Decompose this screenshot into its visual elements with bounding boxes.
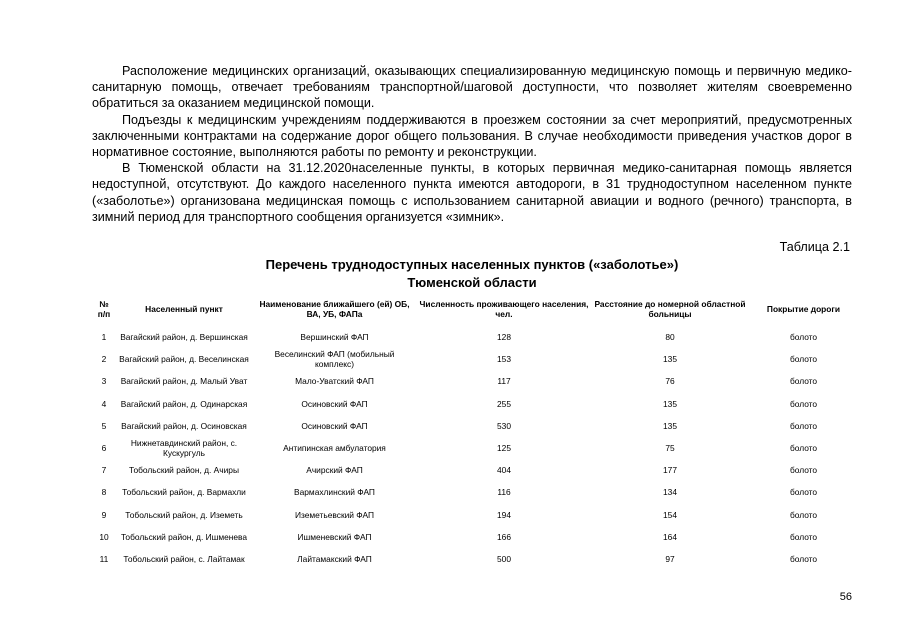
facility-cell: Веселинский ФАП (мобильный комплекс) [274,349,395,370]
row-number-cell: 2 [101,354,107,365]
paragraph-2: Подъезды к медицинским учреждениям поддерживаются в проезжем состоянии за счет мероприятий, предусмотренных заключенными контрактами на содержание дорог общего пользования. В случае необходимости приведения участков дорог в нормативное состояние, выполняются работы по ремонту и реконструкции. [92,112,852,160]
row-number-cell: 7 [101,465,107,476]
road-surface-cell: болото [789,354,818,365]
row-number-cell: 6 [101,443,107,454]
population-cell: 404 [497,465,511,476]
road-surface-cell: болото [789,509,818,520]
population-cell: 530 [497,420,511,431]
row-number-cell: 3 [101,376,107,387]
facility-cell: Вармахлинский ФАП [294,487,375,498]
distance-cell: 177 [663,465,677,476]
table-title-line-2: Тюменской области [407,275,537,290]
facility-cell: Мало-Уватский ФАП [295,376,374,387]
population-cell: 500 [497,553,511,564]
road-surface-cell: болото [789,443,818,454]
settlement-cell: Тобольский район, д. Ачиры [129,465,239,476]
body-text [92,63,852,225]
table-row [93,437,859,459]
header-settlement: Населенный пункт [145,304,223,314]
distance-cell: 154 [663,509,677,520]
header-number: № п/п [97,299,111,319]
population-cell: 255 [497,398,511,409]
facility-cell: Ишменевский ФАП [297,531,372,542]
table-row [93,481,859,503]
distance-cell: 135 [663,354,677,365]
road-surface-cell: болото [789,487,818,498]
table-row [93,370,859,392]
table-row [93,526,859,548]
page-number: 56 [839,591,852,603]
distance-cell: 76 [665,376,675,387]
population-cell: 116 [497,487,511,498]
paragraph-1: Расположение медицинских организаций, оказывающих специализированную медицинскую помощь и первичную медико-санитарную помощь, отвечает требованиям транспортной/шаговой доступности, что позволяет жителям своевременно обратиться за оказанием медицинской помощи. [92,64,852,111]
settlement-cell: Тобольский район, д. Ишменева [120,531,248,542]
road-surface-cell: болото [789,420,818,431]
settlement-cell: Вагайский район, д. Одинарская [120,398,248,409]
distance-cell: 135 [663,420,677,431]
facility-cell: Вершинский ФАП [300,332,369,343]
header-population: Численность проживающего населения, чел. [419,299,589,319]
row-number-cell: 5 [101,420,107,431]
settlement-cell: Тобольский район, д. Вармахли [122,487,246,498]
table-row [93,326,859,348]
table-row [93,415,859,437]
facility-cell: Ачирский ФАП [306,465,363,476]
distance-cell: 164 [663,531,677,542]
row-number-cell: 1 [101,332,107,343]
distance-cell: 134 [663,487,677,498]
road-surface-cell: болото [789,332,818,343]
header-facility: Наименование ближайшего (ей) ОБ, ВА, УБ, ФАПа [259,299,410,319]
settlement-cell: Вагайский район, д. Осиновская [121,420,247,431]
facility-cell: Осиновский ФАП [301,420,368,431]
road-surface-cell: болото [789,465,818,476]
table-row [93,393,859,415]
population-cell: 128 [497,332,511,343]
settlement-cell: Вагайский район, д. Вершинская [120,332,248,343]
settlement-cell: Нижнетавдинский район, с. Кускургуль [130,438,238,459]
table-title-line-1: Перечень труднодоступных населенных пунктов («заболотье») [265,257,679,272]
distance-cell: 75 [665,443,675,454]
road-surface-cell: болото [789,553,818,564]
settlement-cell: Вагайский район, д. Веселинская [119,354,249,365]
settlement-cell: Тобольский район, д. Иземеть [125,509,243,520]
row-number-cell: 11 [99,553,109,564]
table-row [93,504,859,526]
road-surface-cell: болото [789,376,818,387]
table-body [93,326,859,570]
distance-cell: 80 [665,332,675,343]
table-caption: Таблица 2.1 [779,240,850,254]
population-cell: 117 [497,376,511,387]
paragraph-3: В Тюменской области на 31.12.2020населенные пункты, в которых первичная медико-санитарная помощь является недоступной, отсутствуют. До каждого населенного пункта имеются автодороги, в 31 труднодоступном населенном пункте («заболотье») организована медицинская помощь с использованием санитарной авиации и водного (речного) транспорта, в зимний период для транспортного сообщения организуется «зимник». [92,161,852,224]
road-surface-cell: болото [789,531,818,542]
table-row [93,348,859,370]
settlement-cell: Тобольский район, с. Лайтамак [123,553,245,564]
row-number-cell: 8 [101,487,107,498]
header-road-surface: Покрытие дороги [766,304,841,314]
population-cell: 166 [497,531,511,542]
table-header-row [93,292,859,326]
population-cell: 194 [497,509,511,520]
facility-cell: Лайтамакский ФАП [297,553,372,564]
distance-cell: 135 [663,398,677,409]
settlements-table [93,292,859,570]
facility-cell: Осиновский ФАП [301,398,368,409]
facility-cell: Иземетьевский ФАП [294,509,374,520]
row-number-cell: 4 [101,398,107,409]
row-number-cell: 9 [101,509,107,520]
population-cell: 125 [497,443,511,454]
settlement-cell: Вагайский район, д. Малый Уват [120,376,248,387]
road-surface-cell: болото [789,398,818,409]
header-distance: Расстояние до номерной областной больницы [594,299,746,319]
table-row [93,548,859,570]
table-row [93,459,859,481]
row-number-cell: 10 [99,531,109,542]
distance-cell: 97 [665,553,675,564]
facility-cell: Антипинская амбулатория [283,443,386,454]
population-cell: 153 [497,354,511,365]
